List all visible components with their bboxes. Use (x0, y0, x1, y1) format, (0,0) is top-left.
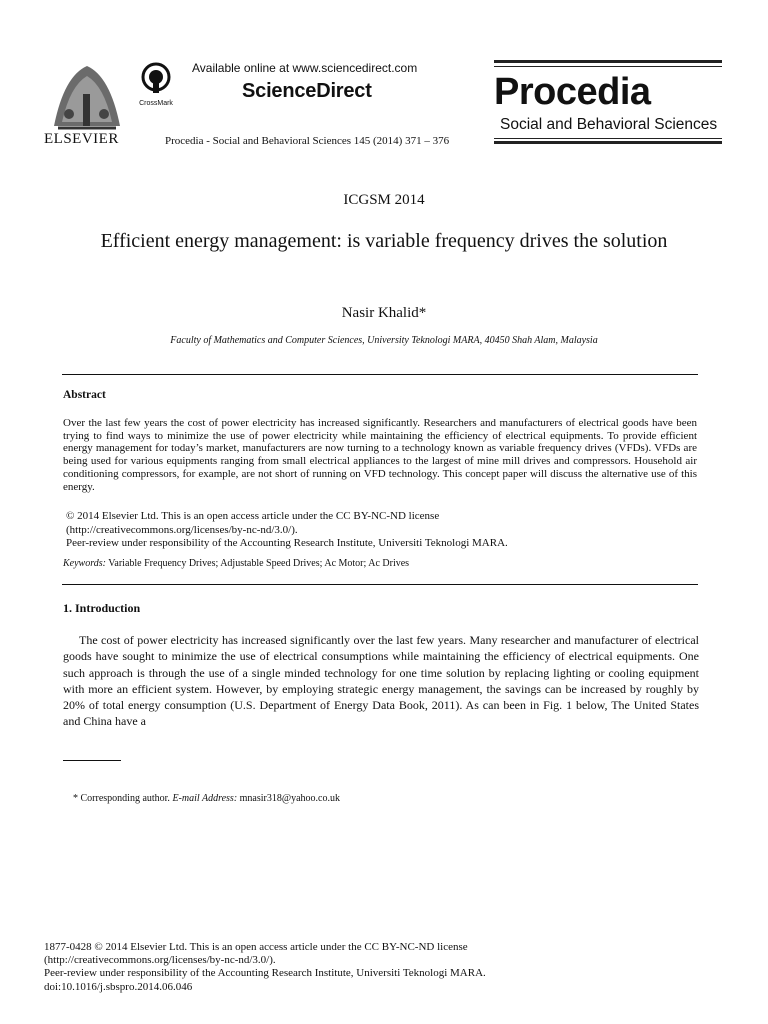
license-line: © 2014 Elsevier Ltd. This is an open access article under the CC BY-NC-ND license (66, 510, 440, 522)
keywords-label: Keywords: (63, 558, 106, 569)
conference-name: ICGSM 2014 (343, 192, 425, 208)
email-label: E-mail Address: (172, 793, 238, 804)
abstract-body: Over the last few years the cost of power electricity has increased significantly. Researchers and manufacturers of electrical goods have been trying to find ways to minimize the use of power electricity while maintaining the efficiency of electrical equipments. To provide efficient energy management for today’s market, manufacturers are now turning to a technology known as variable frequency drives (VFDs). VFDs are being used for various equipments ranging from small electrical appliances to the largest of mine mill drives and compressors. Household air conditioning compressors, for example, are not short of running on VFD technology. This concept paper will discuss the alternative use of this energy. (63, 417, 697, 493)
procedia-bottom-rule (494, 141, 722, 144)
crossmark-badge[interactable] (138, 62, 174, 110)
procedia-bottom-rule-thin (494, 138, 722, 139)
bottom-license-link[interactable]: (http://creativecommons.org/licenses/by-nc-nd/3.0/). (44, 954, 276, 967)
author-name: Nasir Khalid* (341, 305, 427, 321)
procedia-title: Procedia (494, 71, 651, 113)
procedia-top-rule-thin (494, 66, 722, 67)
keywords-list: Variable Frequency Drives; Adjustable Speed Drives; Ac Motor; Ac Drives (108, 558, 410, 569)
procedia-top-rule (494, 60, 722, 63)
paper-title: Efficient energy management: is variable frequency drives the solution (100, 230, 668, 252)
abstract-bottom-rule (62, 584, 698, 585)
footnote-marker: * Corresponding author. (73, 793, 170, 804)
peer-review-note: Peer-review under responsibility of the Accounting Research Institute, Universiti Teknologi MARA. (66, 537, 508, 549)
journal-reference: Procedia - Social and Behavioral Sciences 145 (2014) 371 – 376 (165, 135, 450, 147)
doi[interactable]: doi:10.1016/j.sbspro.2014.06.046 (44, 980, 193, 993)
bottom-metadata (44, 941, 486, 994)
author-affiliation: Faculty of Mathematics and Computer Sciences, University Teknologi MARA, 40450 Shah Alam, Malaysia (170, 335, 598, 346)
sciencedirect-wordmark: ScienceDirect (242, 80, 372, 102)
issn-license-line: 1877-0428 © 2014 Elsevier Ltd. This is an open access article under the CC BY-NC-ND license (44, 941, 468, 953)
bottom-peer-review: Peer-review under responsibility of the Accounting Research Institute, Universiti Teknologi MARA. (44, 967, 486, 980)
keywords-line (63, 558, 409, 569)
available-online-link[interactable]: Available online at www.sciencedirect.com (192, 61, 418, 75)
corresponding-author-footnote (73, 793, 340, 804)
license-link[interactable]: (http://creativecommons.org/licenses/by-nc-nd/3.0/). (66, 523, 298, 536)
procedia-subtitle: Social and Behavioral Sciences (500, 116, 718, 133)
publisher-name: ELSEVIER (44, 131, 119, 147)
author-email[interactable]: mnasir318@yahoo.co.uk (239, 793, 340, 804)
introduction-body: The cost of power electricity has increased significantly over the last few years. Many researcher and manufacturer of electrical goods have sought to minimize the use of electrical consumptions while maintaining the efficiency of electrical equipments. One such approach is through the use of a single minded technology for one time solution by replacing lighting or cooling equipment with more an efficient system. However, by employing strategic energy management, the savings can be increased by roughly by 20% of total energy consumption (U.S. Department of Energy Data Book, 2011). As can been in Fig. 1 below, The United States and China have a (63, 633, 699, 729)
section-heading-introduction: 1. Introduction (63, 601, 141, 615)
footnote-rule (63, 760, 121, 761)
crossmark-label: CrossMark (139, 100, 173, 107)
abstract-top-rule (62, 374, 698, 375)
abstract-heading: Abstract (63, 389, 106, 401)
crossmark-icon (141, 62, 171, 94)
license-block (66, 510, 696, 551)
